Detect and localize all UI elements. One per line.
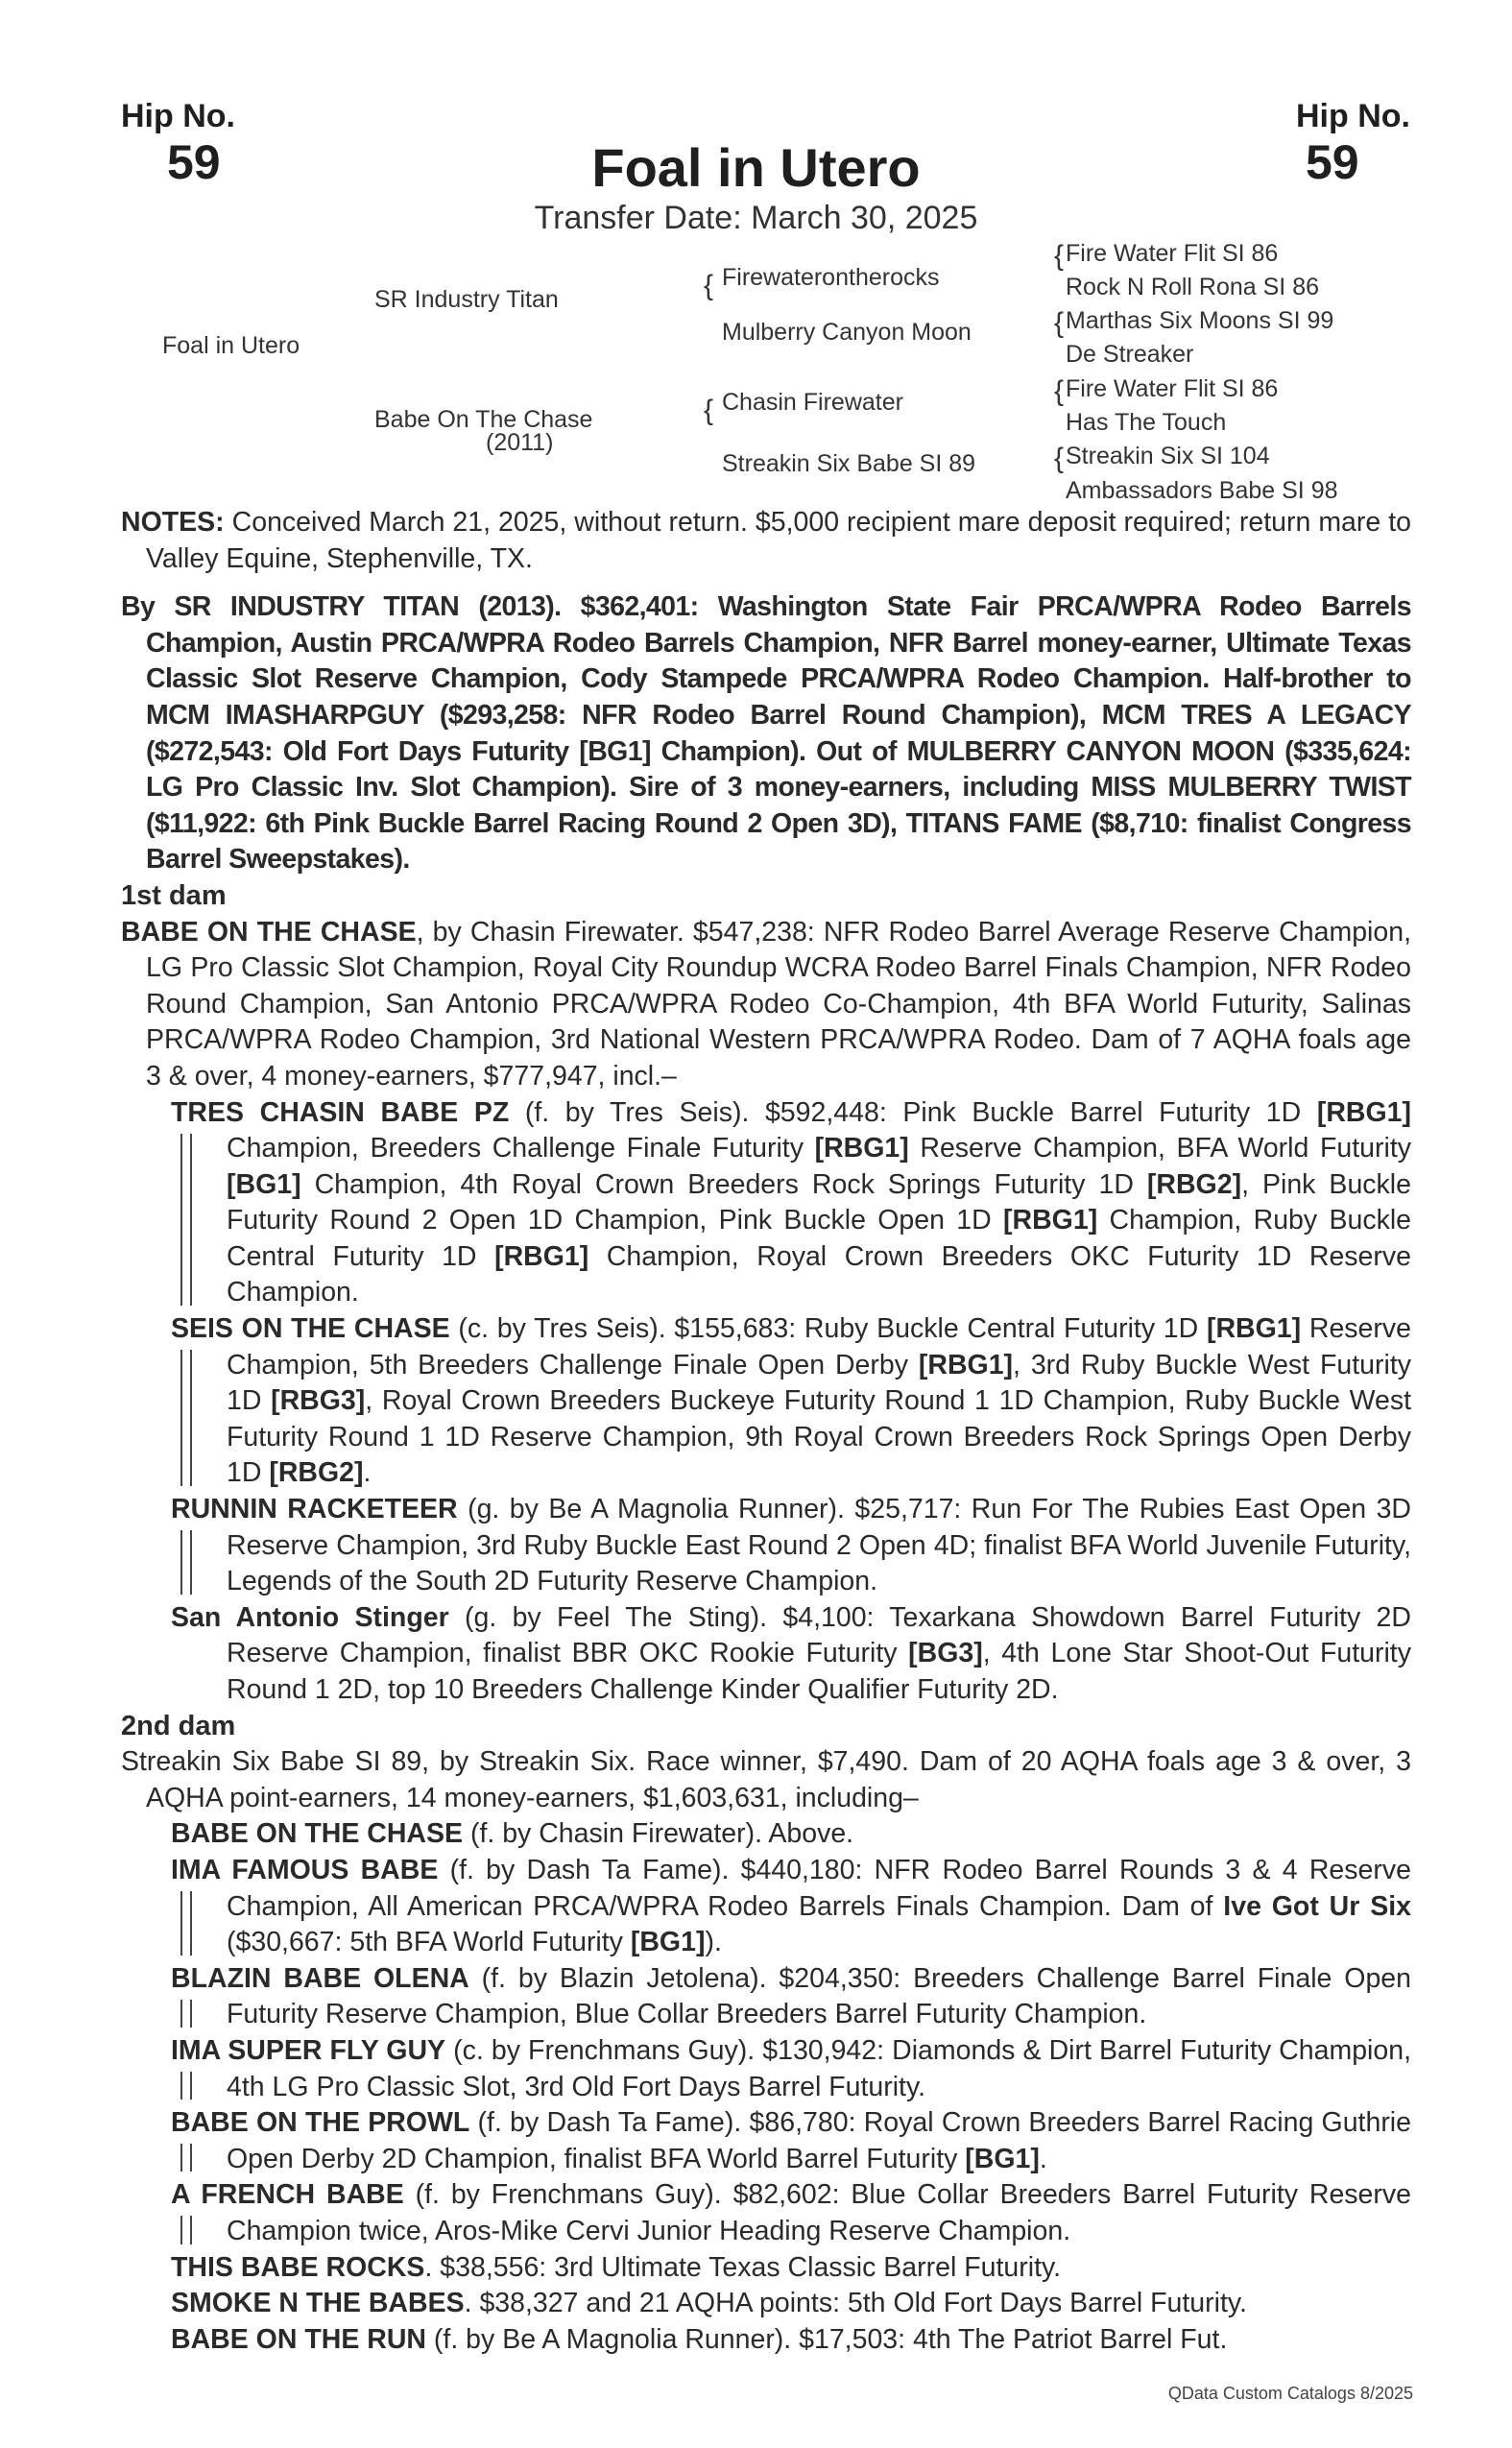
produce-entry <box>171 2250 1411 2287</box>
produce-text: ). <box>705 1927 722 1958</box>
pedigree-sire: SR Industry Titan <box>374 286 559 313</box>
produce-text: (g. by Be A Magnolia Runner). $25,717: Run For The Rubies East Open 3D Reserve Champion, 3rd Ruby Buckle East Round 2 Open 4D; finalist BFA World Juvenile Futurity, Legends of the South 2D Futurity Reserve Champion. <box>227 1494 1411 1597</box>
transfer-date: Transfer Date: March 30, 2025 <box>534 200 978 236</box>
grade-label: [BG3] <box>908 1638 983 1669</box>
pedigree-dam-sire: Chasin Firewater <box>722 389 903 416</box>
pedigree-brace: { <box>1054 240 1065 272</box>
first-dam-paragraph <box>121 915 1411 1095</box>
pedigree-gg3: Marthas Six Moons SI 99 <box>1066 307 1334 334</box>
produce-entry <box>171 2286 1411 2322</box>
catalog-body <box>121 505 1411 2358</box>
grade-label: Ive Got Ur Six <box>1223 1890 1411 1922</box>
produce-text: (g. by Feel The Sting). $4,100: Texarkana Showdown Barrel Futurity 2D Reserve Champion, finalist BBR OKC Rookie Futurity <box>227 1601 1411 1669</box>
produce-text: (f. by Frenchmans Guy). $82,602: Blue Collar Breeders Barrel Futurity Reserve Champion twice, Aros-Mike Cervi Junior Heading Reserve Champion. <box>227 2179 1411 2246</box>
pedigree-dam-dam: Streakin Six Babe SI 89 <box>722 450 976 477</box>
pedigree-brace: { <box>1054 443 1065 474</box>
produce-entry <box>171 1095 1411 1312</box>
produce-entry <box>171 1816 1411 1853</box>
second-dam-paragraph: Streakin Six Babe SI 89, by Streakin Six. Race winner, $7,490. Dam of 20 AQHA foals age 3 & over, 3 AQHA point-earners, 14 money-earners, $1,603,631, including– <box>121 1746 1411 1813</box>
pedigree-gg4: De Streaker <box>1066 341 1194 368</box>
produce-text: Champion, Breeders Challenge Finale Futurity <box>227 1133 815 1164</box>
first-dam-produce-list <box>121 1095 1411 1709</box>
produce-name: TRES CHASIN BABE PZ <box>171 1096 510 1128</box>
produce-entry <box>171 1600 1411 1709</box>
sire-paragraph: By SR INDUSTRY TITAN (2013). $362,401: Washington State Fair PRCA/WPRA Rodeo Barrels Champion, Austin PRCA/WPRA Rodeo Barrels Champion, NFR Barrel money-earner, Ultimate Texas Classic Slot Reserve Champion, Cody Stampede PRCA/WPRA Rodeo Champion. Half-brother to MCM IMASHARPGUY ($293,258: NFR Rodeo Barrel Round Champion), MCM TRES A LEGACY ($272,543: Old Fort Days Futurity [BG1] Champion). Out of MULBERRY CANYON MOON ($335,624: LG Pro Classic Inv. Slot Champion). Sire of 3 money-earners, including MISS MULBERRY TWIST ($11,922: 6th Pink Buckle Barrel Racing Round 2 Open 3D), TITANS FAME ($8,710: finalist Congress Barrel Sweepstakes). <box>121 591 1411 876</box>
produce-text: . <box>1039 2143 1047 2174</box>
grade-label: [RBG1] <box>494 1240 589 1272</box>
grade-label: [RBG1] <box>814 1133 909 1164</box>
produce-name: BABE ON THE CHASE <box>171 1818 464 1850</box>
grade-label: [RBG3] <box>271 1385 366 1417</box>
produce-entry <box>171 1492 1411 1600</box>
footer-credit: QData Custom Catalogs 8/2025 <box>1167 2384 1413 2403</box>
pedigree-gg1: Fire Water Flit SI 86 <box>1066 240 1279 267</box>
produce-name: RUNNIN RACKETEER <box>171 1494 458 1525</box>
produce-entry <box>171 1311 1411 1492</box>
pedigree-gg7: Streakin Six SI 104 <box>1066 443 1270 469</box>
produce-text: Reserve Champion, 5th Breeders Challenge Finale Open Derby <box>227 1313 1411 1380</box>
produce-name: SEIS ON THE CHASE <box>171 1313 450 1345</box>
pedigree-dam-year: (2011) <box>486 429 554 456</box>
continuation-bar <box>180 2072 192 2100</box>
produce-entry <box>171 2105 1411 2177</box>
continuation-bar <box>180 1530 192 1595</box>
produce-text: (f. by Be A Magnolia Runner). $17,503: 4th The Patriot Barrel Fut. <box>426 2323 1228 2355</box>
produce-text: . $38,327 and 21 AQHA points: 5th Old Fort Days Barrel Futurity. <box>464 2288 1247 2319</box>
produce-text: (f. by Chasin Firewater). Above. <box>463 1818 854 1850</box>
produce-text: (f. by Tres Seis). $592,448: Pink Buckle Barrel Futurity 1D <box>509 1096 1317 1128</box>
produce-text: (c. by Frenchmans Guy). $130,942: Diamonds & Dirt Barrel Futurity Champion, 4th LG Pro Classic Slot, 3rd Old Fort Days Barrel Futurity. <box>227 2034 1411 2102</box>
grade-label: [RBG1] <box>1316 1096 1411 1128</box>
pedigree-gg6: Has The Touch <box>1066 409 1227 436</box>
pedigree-gg8: Ambassadors Babe SI 98 <box>1066 477 1338 504</box>
continuation-bar <box>180 1134 192 1307</box>
pedigree-brace: { <box>704 270 714 301</box>
hip-number-right: 59 <box>1306 135 1359 189</box>
grade-label: [RBG1] <box>1206 1313 1302 1345</box>
grade-label: [RBG2] <box>1146 1168 1242 1200</box>
produce-text: , Royal Crown Breeders Buckeye Futurity Round 1 1D Champion, Ruby Buckle West Futurity Round 1 1D Reserve Champion, 9th Royal Crown Breeders Rock Springs Open Derby 1D <box>227 1385 1411 1489</box>
grade-label: [BG1] <box>965 2143 1040 2174</box>
grade-label: [BG1] <box>227 1168 301 1200</box>
produce-name: BLAZIN BABE OLENA <box>171 1962 469 1994</box>
produce-text: Champion, 4th Royal Crown Breeders Rock Springs Futurity 1D <box>300 1168 1147 1200</box>
produce-text: , Pink Buckle Futurity Round 2 Open 1D Champion, Pink Buckle Open 1D <box>227 1168 1411 1236</box>
pedigree-sire-dam: Mulberry Canyon Moon <box>722 319 972 346</box>
pedigree-sire-sire: Firewaterontherocks <box>722 264 940 291</box>
pedigree-brace: { <box>704 395 714 426</box>
produce-name: SMOKE N THE BABES <box>171 2288 465 2319</box>
produce-name: THIS BABE ROCKS <box>171 2251 425 2283</box>
second-dam-produce-list <box>121 1816 1411 2358</box>
continuation-bar <box>180 1350 192 1486</box>
notes-text: Conceived March 21, 2025, without return. $5,000 recipient mare deposit required; return mare to Valley Equine, Stephenville, TX. <box>146 507 1411 574</box>
notes <box>121 505 1411 577</box>
first-dam-heading: 1st dam <box>121 879 227 911</box>
second-dam-heading: 2nd dam <box>121 1710 236 1741</box>
pedigree-gg2: Rock N Roll Rona SI 86 <box>1066 274 1320 300</box>
produce-entry <box>171 2033 1411 2105</box>
produce-text: Champion, Ruby Buckle Central Futurity 1D <box>227 1205 1411 1272</box>
produce-text: (f. by Dash Ta Fame). $86,780: Royal Crown Breeders Barrel Racing Guthrie Open Derby 2D Champion, finalist BFA World Barrel Futurity <box>227 2107 1411 2174</box>
first-dam-name: BABE ON THE CHASE <box>121 916 417 948</box>
notes-label: NOTES: <box>121 507 225 538</box>
continuation-bar <box>180 2216 192 2244</box>
continuation-bar <box>180 1891 192 1956</box>
produce-entry <box>171 1961 1411 2033</box>
pedigree-foal: Foal in Utero <box>162 332 300 359</box>
produce-text: . $38,556: 3rd Ultimate Texas Classic Barrel Futurity. <box>424 2251 1062 2283</box>
pedigree-dam: Babe On The Chase <box>374 406 593 433</box>
produce-text: ($30,667: 5th BFA World Futurity <box>227 1927 631 1958</box>
continuation-bar <box>180 2000 192 2028</box>
produce-entry <box>171 1853 1411 1961</box>
grade-label: [RBG1] <box>918 1349 1014 1380</box>
continuation-bar <box>180 2144 192 2172</box>
grade-label: [BG1] <box>630 1927 706 1958</box>
produce-text: Reserve Champion, BFA World Futurity <box>908 1133 1411 1164</box>
produce-text: , 3rd Ruby Buckle West Futurity 1D <box>227 1349 1411 1417</box>
produce-name: IMA SUPER FLY GUY <box>171 2034 446 2066</box>
produce-text: , 4th Lone Star Shoot-Out Futurity Round 1 2D, top 10 Breeders Challenge Kinder Qualifier Futurity 2D. <box>227 1638 1411 1705</box>
produce-text: (c. by Tres Seis). $155,683: Ruby Buckle Central Futurity 1D <box>449 1313 1207 1345</box>
pedigree-brace: { <box>1054 307 1065 339</box>
produce-name: A FRENCH BABE <box>171 2179 404 2211</box>
grade-label: [RBG1] <box>1003 1205 1098 1236</box>
pedigree-brace: { <box>1054 375 1065 407</box>
produce-name: IMA FAMOUS BABE <box>171 1854 439 1885</box>
first-dam-text: , by Chasin Firewater. $547,238: NFR Rodeo Barrel Average Reserve Champion, LG Pro Classic Slot Champion, Royal City Roundup WCRA Rodeo Barrel Finals Champion, NFR Rodeo Round Champion, San Antonio PRCA/WPRA Rodeo Co-Champion, 4th BFA World Futurity, Salinas PRCA/WPRA Rodeo Champion, 3rd National Western PRCA/WPRA Rodeo. Dam of 7 AQHA foals age 3 & over, 4 money-earners, $777,947, incl.– <box>146 916 1411 1092</box>
pedigree-gg5: Fire Water Flit SI 86 <box>1066 375 1279 402</box>
page-title: Foal in Utero <box>591 137 921 198</box>
hip-number-left: 59 <box>167 135 221 189</box>
produce-name: San Antonio Stinger <box>171 1601 449 1633</box>
hip-label-left: Hip No. <box>121 98 235 134</box>
produce-text: (f. by Blazin Jetolena). $204,350: Breeders Challenge Barrel Finale Open Futurity Reserve Champion, Blue Collar Breeders Barrel Futurity Champion. <box>227 1962 1411 2030</box>
produce-text: Champion, Royal Crown Breeders OKC Futurity 1D Reserve Champion. <box>227 1240 1411 1308</box>
produce-text: . <box>363 1457 372 1489</box>
hip-label-right: Hip No. <box>1296 98 1410 134</box>
grade-label: [RBG2] <box>269 1457 364 1489</box>
produce-name: BABE ON THE PROWL <box>171 2107 470 2139</box>
produce-text: (f. by Dash Ta Fame). $440,180: NFR Rodeo Barrel Rounds 3 & 4 Reserve Champion, All American PRCA/WPRA Rodeo Barrels Finals Champion. Dam of <box>227 1854 1411 1922</box>
produce-name: BABE ON THE RUN <box>171 2323 427 2355</box>
produce-entry <box>171 2177 1411 2249</box>
produce-entry <box>171 2322 1411 2359</box>
